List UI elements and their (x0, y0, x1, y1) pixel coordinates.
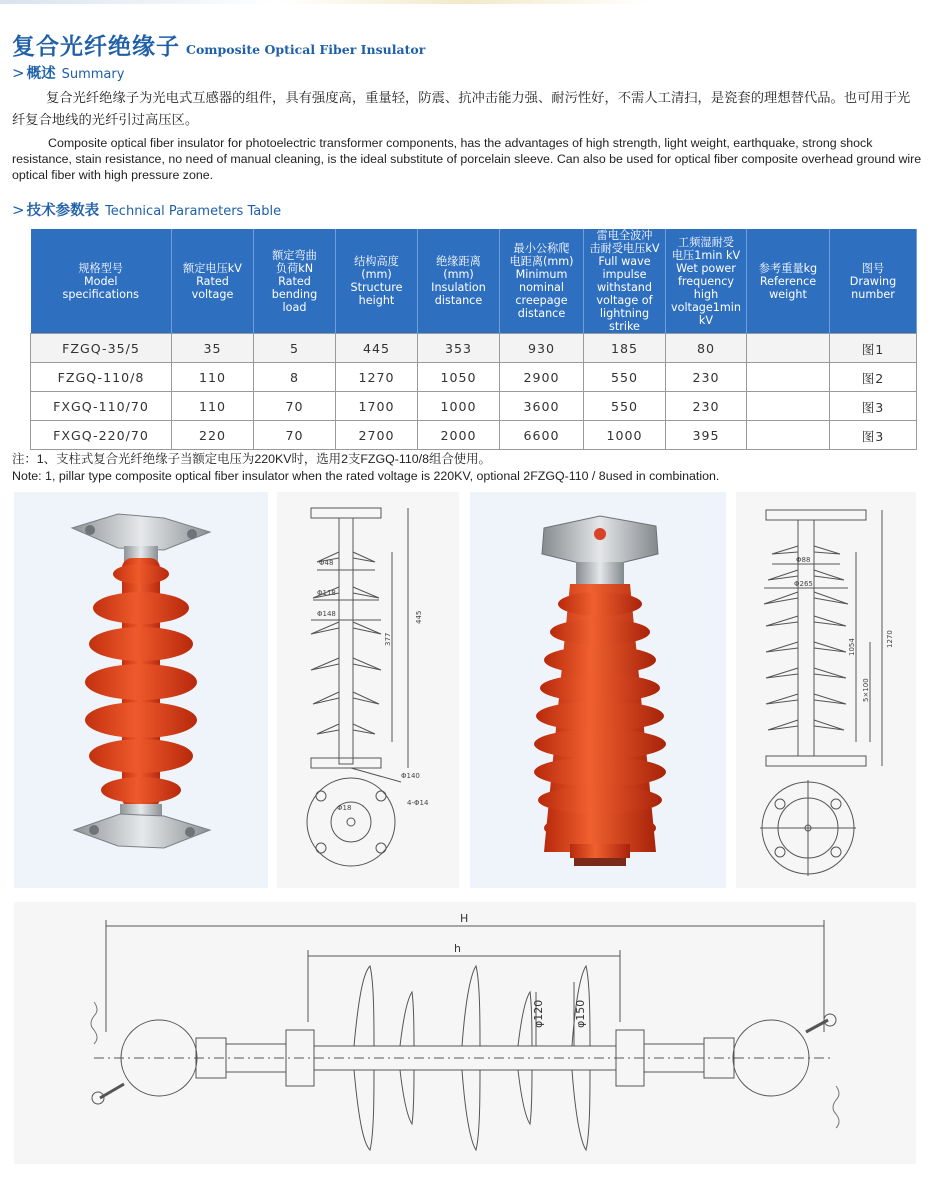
table-cell (747, 334, 830, 363)
dim-phi120: φ120 (532, 999, 545, 1028)
column-header-8 (747, 229, 830, 334)
column-header-line: 规格型号 (78, 261, 124, 275)
table-cell: 353 (418, 334, 500, 363)
table-cell: FXGQ-220/70 (31, 421, 172, 450)
table-cell: 80 (666, 334, 747, 363)
column-header-line: distance (434, 294, 483, 307)
column-header-line: Structure (350, 281, 403, 294)
drawing-fig2 (736, 492, 916, 888)
table-cell: 2000 (418, 421, 500, 450)
column-header-line: voltage (191, 287, 234, 301)
column-header-6 (584, 229, 666, 334)
dim-phi88: Φ88 (796, 556, 811, 564)
note-en: Note: 1, pillar type composite optical fiber insulator when the rated voltage is 220KV, optional 2FZGQ-110 / 8used in combination. (12, 469, 720, 483)
table-cell: 70 (254, 392, 336, 421)
dim-holes: 4-Φ14 (407, 799, 429, 807)
table-cell: 3600 (500, 392, 584, 421)
summary-text-en: Composite optical fiber insulator for photoelectric transformer components, has the advantages of high strength, light weight, earthquake, strong shock resistance, stain resistance, no need of manual cleaning, is the ideal substitute of porcelain sleeve. Can also be used for optical fiber composite overhead ground wire optical fiber with high pressure zone. (12, 136, 922, 182)
top-decor-bar (0, 0, 930, 4)
table-cell: 1050 (418, 363, 500, 392)
dim-H: H (460, 912, 469, 925)
page-title (12, 28, 425, 58)
table-cell: 2900 (500, 363, 584, 392)
column-header-line: load (282, 300, 307, 314)
drawing-fig3-svg (14, 902, 916, 1164)
column-header-line: 负荷kN (275, 261, 314, 275)
dim-phi150: φ150 (574, 999, 587, 1028)
column-header-3 (336, 229, 418, 334)
table-cell (747, 392, 830, 421)
column-header-line: number (851, 287, 895, 301)
table-cell: 220 (172, 421, 254, 450)
table-header-row (31, 229, 917, 334)
note-zh: 注：1、支柱式复合光纤绝缘子当额定电压为220KV时，选用2支FZGQ-110/8组合使用。 (12, 452, 491, 466)
table-cell: 395 (666, 421, 747, 450)
column-header-4 (418, 229, 500, 334)
summary-heading-en: Summary (61, 67, 125, 82)
table-cell: 230 (666, 392, 747, 421)
dim-phi140: Φ140 (401, 772, 420, 780)
parameters-table (30, 229, 917, 450)
table-cell: 图3 (830, 421, 917, 450)
technical-heading (12, 199, 281, 219)
table-cell: 110 (172, 363, 254, 392)
photo-insulator-2 (470, 492, 726, 888)
column-header-line: Reference (759, 274, 817, 288)
table-row (31, 363, 917, 392)
dim-phi148: Φ148 (317, 610, 336, 618)
table-cell: 图2 (830, 363, 917, 392)
insulator-photo-2 (470, 492, 726, 888)
column-header-line: lightning strike (599, 307, 650, 333)
table-cell: 1000 (584, 421, 666, 450)
table-cell: FZGQ-110/8 (31, 363, 172, 392)
dim-phi118: Φ118 (317, 589, 336, 597)
page-title-zh: 复合光纤绝缘子 (12, 34, 180, 60)
dim-h1054: 1054 (848, 638, 856, 656)
column-header-line: 绝缘距离 (436, 255, 481, 268)
table-cell (747, 363, 830, 392)
table-cell: 550 (584, 363, 666, 392)
drawing-fig2-svg (736, 492, 916, 888)
summary-heading (12, 62, 124, 82)
dim-h1270: 1270 (886, 630, 894, 648)
table-cell: 图1 (830, 334, 917, 363)
table-cell: 图3 (830, 392, 917, 421)
column-header-9 (830, 229, 917, 334)
table-cell: 185 (584, 334, 666, 363)
table-cell: FZGQ-35/5 (31, 334, 172, 363)
drawing-fig3 (14, 902, 916, 1164)
column-header-line: 最小公称爬 (513, 242, 570, 255)
table-cell: 930 (500, 334, 584, 363)
table-cell: 445 (336, 334, 418, 363)
column-header-line: frequency high (677, 274, 735, 301)
column-header-line: voltage1min kV (670, 300, 741, 327)
table-cell: 2700 (336, 421, 418, 450)
column-header-7 (666, 229, 747, 334)
column-header-line: 参考重量kg (758, 261, 818, 275)
chevron-right-icon: > (12, 64, 25, 82)
column-header-line: 工频湿耐受 (678, 235, 734, 249)
column-header-line: 额定电压kV (183, 261, 242, 275)
column-header-line: Rated (278, 274, 311, 288)
summary-heading-zh: 概述 (26, 66, 56, 82)
table-cell: 550 (584, 392, 666, 421)
column-header-line: 电压1min kV (671, 248, 741, 262)
technical-heading-zh: 技术参数表 (26, 203, 100, 219)
dim-h: h (454, 942, 461, 955)
column-header-line: bending (271, 287, 318, 301)
table-cell: 1000 (418, 392, 500, 421)
dim-phi265: Φ265 (794, 580, 813, 588)
column-header-0 (31, 229, 172, 334)
table-row (31, 392, 917, 421)
summary-text-zh: 复合光纤绝缘子为光电式互感器的组件，具有强度高，重量轻，防震、抗冲击能力强、耐污性好，不需人工清扫，是瓷套的理想替代品。也可用于光纤复合地线的光纤引过高压区。 (12, 91, 911, 128)
dim-h445: 445 (415, 610, 423, 624)
dim-phi48: Φ48 (319, 559, 334, 567)
column-header-line: Rated (196, 274, 229, 288)
column-header-line: 雷电全波冲 (596, 229, 653, 242)
table-row (31, 334, 917, 363)
column-header-line: 击耐受电压kV (589, 242, 660, 255)
table-cell: 1270 (336, 363, 418, 392)
column-header-line: Wet power (676, 261, 736, 275)
table-cell: 6600 (500, 421, 584, 450)
table-row (31, 421, 917, 450)
column-header-line: (mm) (361, 268, 392, 281)
table-cell (747, 421, 830, 450)
column-header-line: voltage of (596, 294, 653, 307)
column-header-line: 图号 (861, 261, 885, 275)
dim-h377: 377 (384, 632, 392, 646)
column-header-line: 电距离(mm) (509, 255, 574, 268)
table-cell: 5 (254, 334, 336, 363)
photo-insulator-1 (14, 492, 268, 888)
column-header-line: specifications (62, 287, 139, 301)
dim-phi18: Φ18 (337, 804, 352, 812)
column-header-line: 结构高度 (354, 255, 399, 268)
column-header-line: Drawing (849, 274, 897, 288)
technical-heading-en: Technical Parameters Table (105, 204, 282, 219)
column-header-line: impulse withstand (597, 268, 652, 294)
column-header-5 (500, 229, 584, 334)
table-cell: 110 (172, 392, 254, 421)
column-header-line: Model (83, 274, 118, 288)
column-header-2 (254, 229, 336, 334)
insulator-photo-1 (14, 492, 268, 888)
table-cell: FXGQ-110/70 (31, 392, 172, 421)
chevron-right-icon: > (12, 201, 25, 219)
table-body (31, 334, 917, 450)
column-header-line: Insulation (431, 281, 486, 294)
column-header-line: creepage (515, 294, 568, 307)
column-header-line: Minimum (515, 268, 568, 281)
table-cell: 1700 (336, 392, 418, 421)
table-cell: 35 (172, 334, 254, 363)
drawing-fig1 (277, 492, 459, 888)
drawing-fig1-svg (277, 492, 459, 888)
table-cell: 230 (666, 363, 747, 392)
column-header-line: 额定弯曲 (272, 248, 317, 262)
table-cell: 70 (254, 421, 336, 450)
column-header-line: distance (517, 307, 566, 320)
column-header-line: nominal (519, 281, 564, 294)
column-header-line: weight (769, 287, 807, 301)
table-cell: 8 (254, 363, 336, 392)
column-header-line: height (358, 294, 395, 307)
column-header-line: (mm) (443, 268, 474, 281)
column-header-line: Full wave (598, 255, 651, 268)
column-header-1 (172, 229, 254, 334)
dim-pitch: 5×100 (862, 678, 870, 702)
page-title-en: Composite Optical Fiber Insulator (186, 42, 426, 57)
